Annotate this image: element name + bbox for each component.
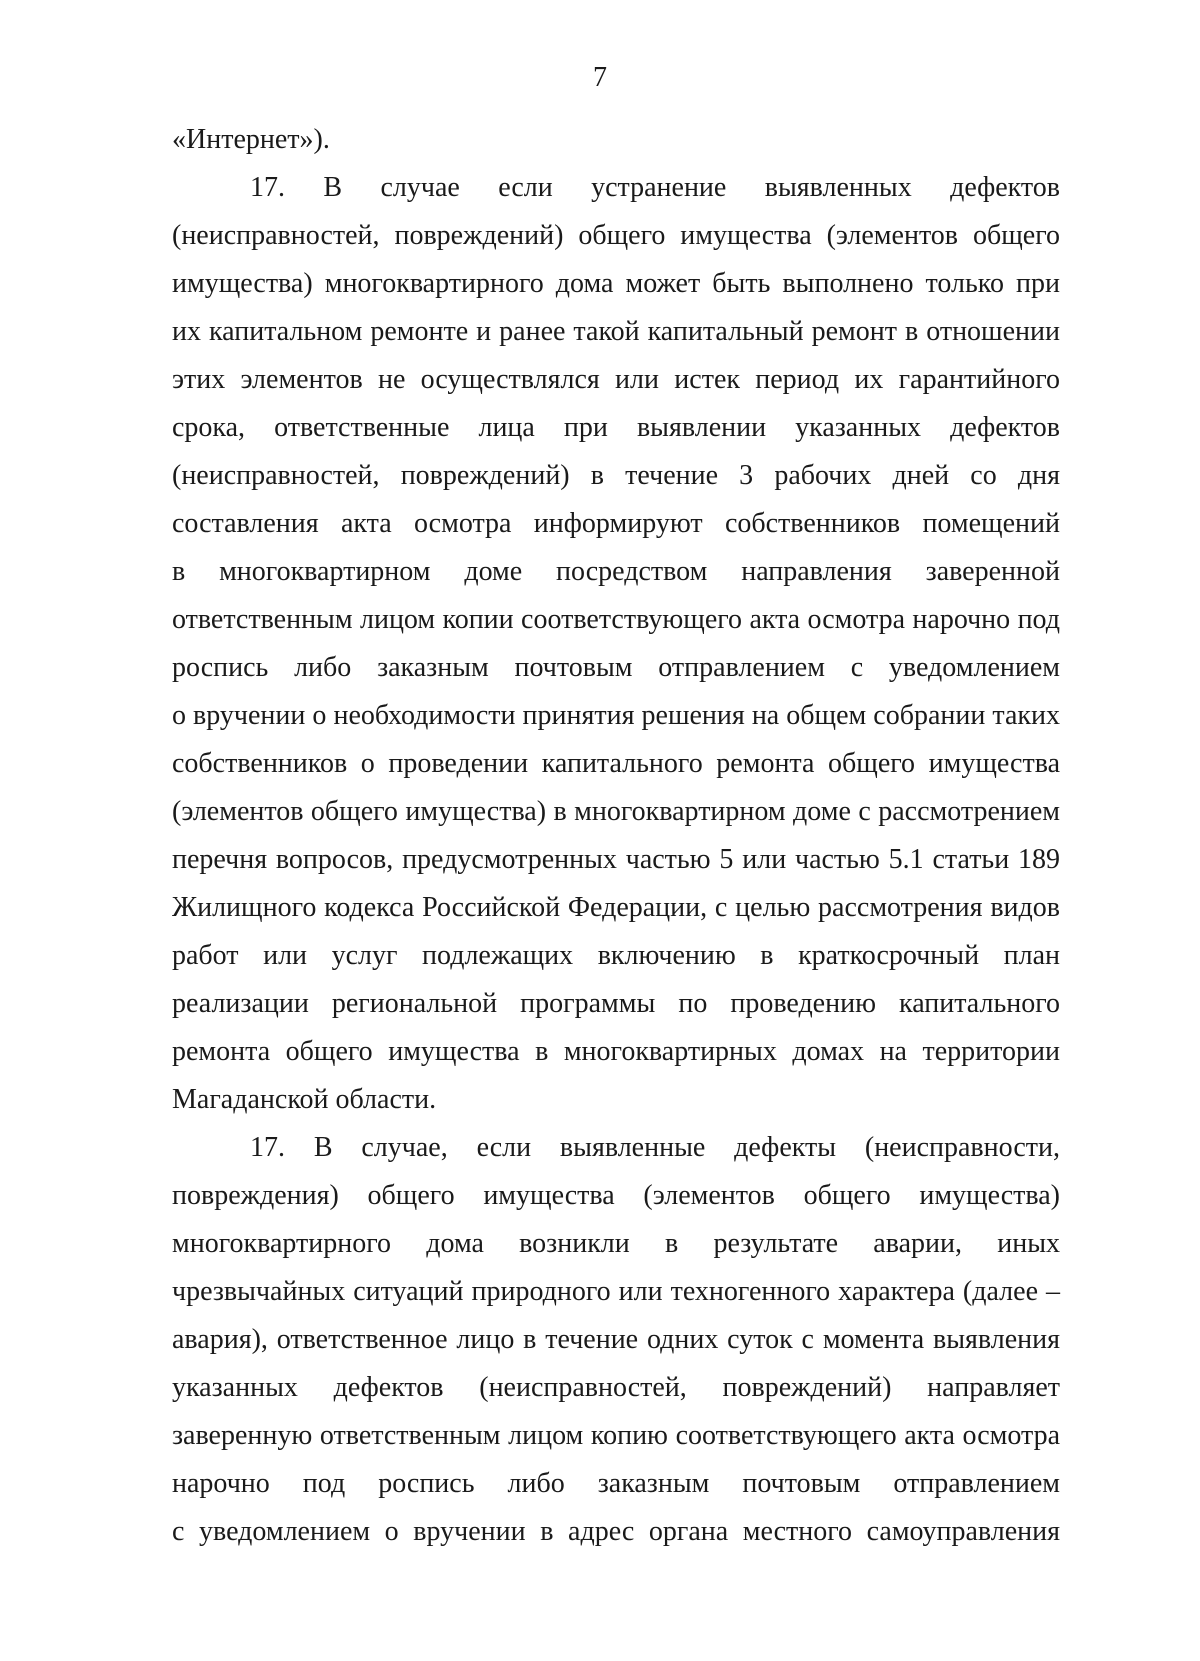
text-line: в многоквартирном доме посредством направления заверенной (172, 556, 1060, 587)
text-line: Магаданской области. (172, 1084, 437, 1115)
document-body (172, 116, 1060, 1556)
paragraph-17-first-line: 17. В случае если устранение выявленных дефектов (250, 172, 1060, 203)
text-line: собственников о проведении капитального ремонта общего имущества (172, 748, 1060, 779)
text-line: (неисправностей, повреждений) общего имущества (элементов общего (172, 220, 1060, 251)
text-line: срока, ответственные лица при выявлении указанных дефектов (172, 412, 1060, 443)
text-line: составления акта осмотра информируют собственников помещений (172, 508, 1060, 539)
text-line: работ или услуг подлежащих включению в краткосрочный план (172, 940, 1060, 971)
text-line: (неисправностей, повреждений) в течение 3 рабочих дней со дня (172, 460, 1060, 491)
text-line: этих элементов не осуществлялся или истек период их гарантийного (172, 364, 1060, 395)
page-number: 7 (593, 62, 607, 93)
paragraph-17b-first-line: 17. В случае, если выявленные дефекты (неисправности, (250, 1132, 1060, 1163)
text-line: «Интернет»). (172, 124, 330, 155)
text-line: ремонта общего имущества в многоквартирных домах на территории (172, 1036, 1060, 1067)
text-line: роспись либо заказным почтовым отправлением с уведомлением (172, 652, 1060, 683)
text-line: (элементов общего имущества) в многоквартирном доме с рассмотрением (172, 796, 1060, 827)
text-line: их капитальном ремонте и ранее такой капитальный ремонт в отношении (172, 316, 1060, 347)
text-line: перечня вопросов, предусмотренных частью 5 или частью 5.1 статьи 189 (172, 844, 1060, 875)
text-line: указанных дефектов (неисправностей, повреждений) направляет (172, 1372, 1060, 1403)
text-line: повреждения) общего имущества (элементов общего имущества) (172, 1180, 1060, 1211)
text-line: заверенную ответственным лицом копию соответствующего акта осмотра (172, 1420, 1060, 1451)
text-line: Жилищного кодекса Российской Федерации, с целью рассмотрения видов (172, 892, 1060, 923)
text-line: реализации региональной программы по проведению капитального (172, 988, 1060, 1019)
text-line: авария), ответственное лицо в течение одних суток с момента выявления (172, 1324, 1060, 1355)
text-line: о вручении о необходимости принятия решения на общем собрании таких (172, 700, 1060, 731)
text-line: чрезвычайных ситуаций природного или техногенного характера (далее – (172, 1276, 1060, 1307)
text-line: с уведомлением о вручении в адрес органа местного самоуправления (172, 1516, 1060, 1547)
text-line: имущества) многоквартирного дома может быть выполнено только при (172, 268, 1060, 299)
text-line: нарочно под роспись либо заказным почтовым отправлением (172, 1468, 1060, 1499)
text-line: ответственным лицом копии соответствующего акта осмотра нарочно под (172, 604, 1060, 635)
text-line: многоквартирного дома возникли в результате аварии, иных (172, 1228, 1060, 1259)
